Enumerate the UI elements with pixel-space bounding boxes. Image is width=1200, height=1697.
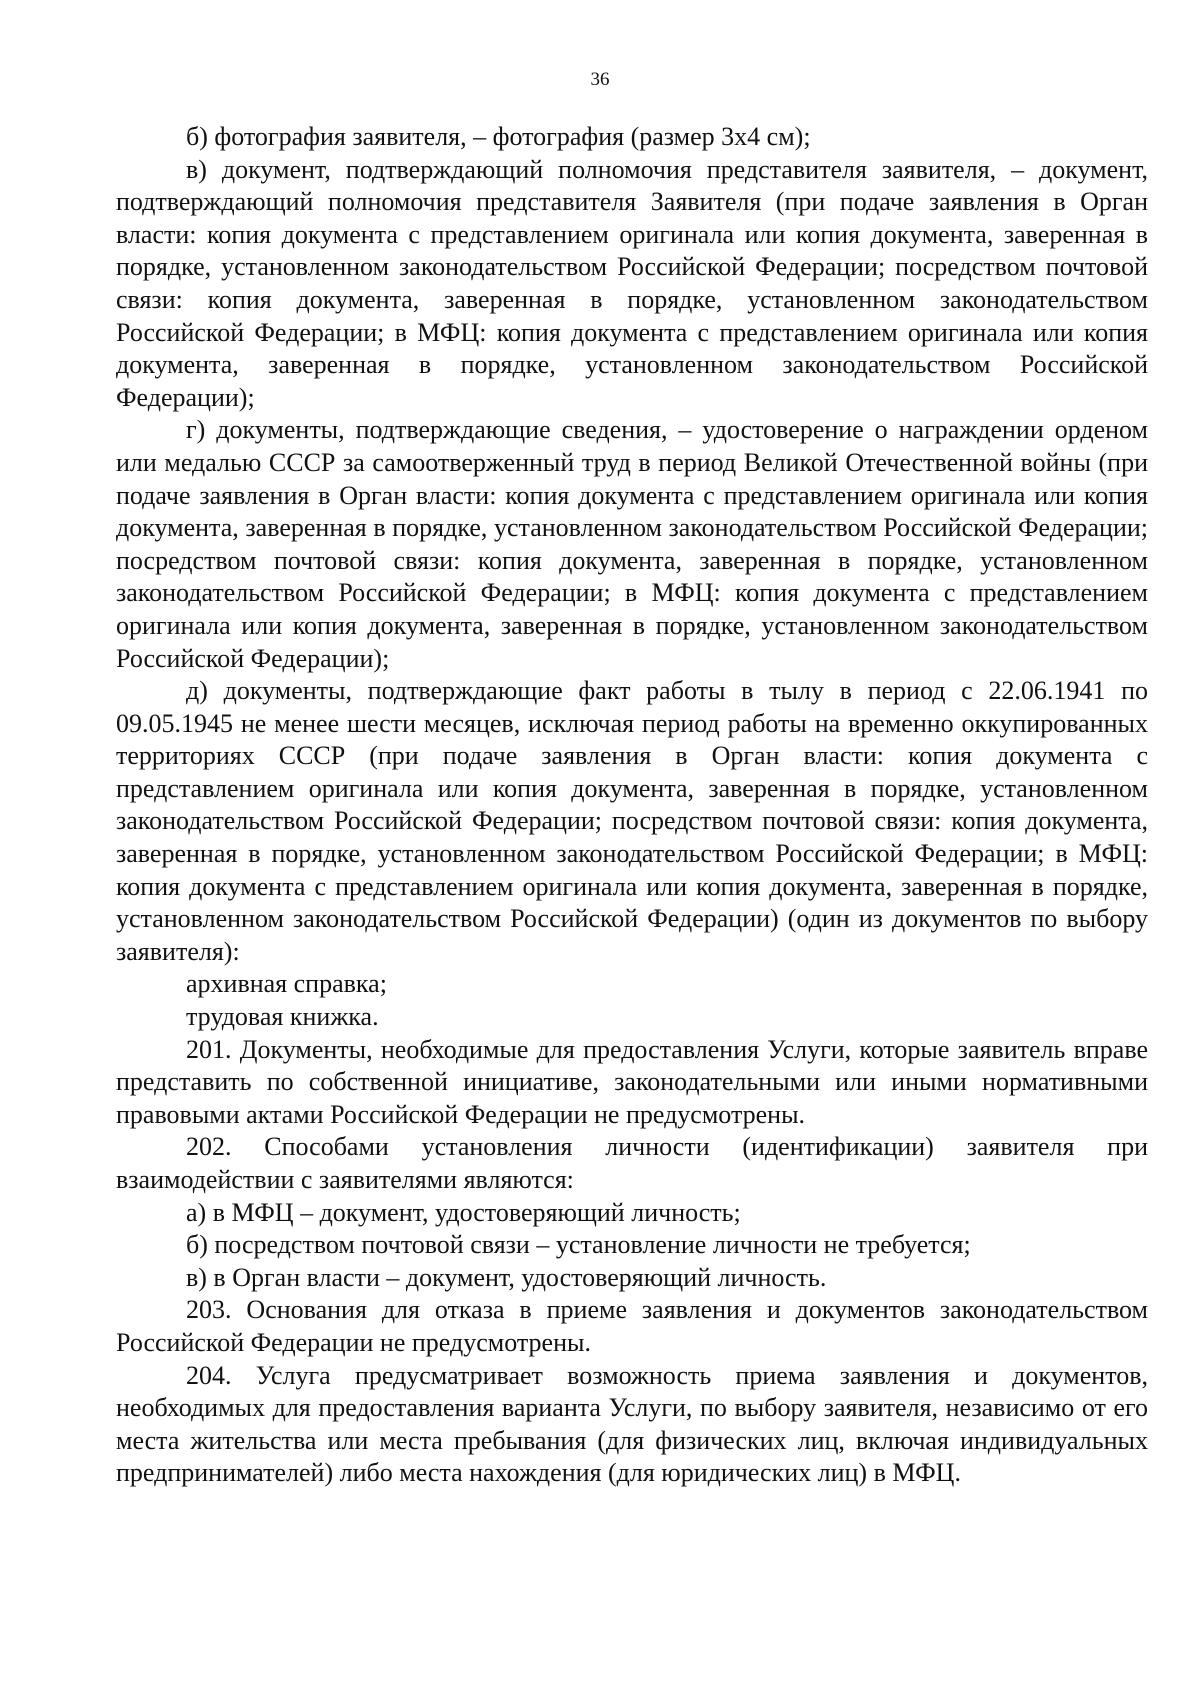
paragraph-201: 201. Документы, необходимые для предоставления Услуги, которые заявитель вправе представить по собственной инициативе, законодательными или иными нормативными правовыми актами Российской Федерации не предусмотрены. [116, 1034, 1148, 1129]
paragraph-202-a: а) в МФЦ – документ, удостоверяющий личность; [186, 1197, 741, 1227]
paragraph-representative-document: в) документ, подтверждающий полномочия представителя заявителя, – документ, подтверждающий полномочия представителя Заявителя (при подаче заявления в Орган власти: копия документа с представлением оригинала или копия документа, заверенная в порядке, установленном законодательством Российской Федерации; посредством почтовой связи: копия документа, заверенная в порядке, установленном законодательством Российской Федерации; в МФЦ: копия документа с представлением оригинала или копия документа, заверенная в порядке, установленном законодательством Российской Федерации); [116, 154, 1148, 412]
paragraph-employment-record: трудовая книжка. [186, 1002, 379, 1032]
paragraph-photo: б) фотография заявителя, – фотография (размер 3х4 см); [186, 122, 811, 151]
document-body [116, 121, 1148, 1490]
paragraph-204: 204. Услуга предусматривает возможность приема заявления и документов, необходимых для предоставления варианта Услуги, по выбору заявителя, независимо от его места жительства или места пребывания (для физических лиц, включая индивидуальных предпринимателей) либо места нахождения (для юридических лиц) в МФЦ. [116, 1360, 1148, 1488]
page-number: 36 [590, 69, 610, 90]
paragraph-archive-certificate: архивная справка; [186, 969, 387, 999]
paragraph-203: 203. Основания для отказа в приеме заявления и документов законодательством Российской Федерации не предусмотрены. [116, 1295, 1148, 1357]
paragraph-home-front-work-documents: д) документы, подтверждающие факт работы в тылу в период с 22.06.1941 по 09.05.1945 не менее шести месяцев, исключая период работы на временно оккупированных территориях СССР (при подаче заявления в Орган власти: копия документа с представлением оригинала или копия документа, заверенная в порядке, установленном законодательством Российской Федерации; посредством почтовой связи: копия документа, заверенная в порядке, установленном законодательством Российской Федерации; в МФЦ: копия документа с представлением оригинала или копия документа, заверенная в порядке, установленном законодательством Российской Федерации) (один из документов по выбору заявителя): [116, 676, 1148, 966]
paragraph-award-documents: г) документы, подтверждающие сведения, – удостоверение о награждении орденом или медалью СССР за самоотверженный труд в период Великой Отечественной войны (при подаче заявления в Орган власти: копия документа с представлением оригинала или копия документа, заверенная в порядке, установленном законодательством Российской Федерации; посредством почтовой связи: копия документа, заверенная в порядке, установленном законодательством Российской Федерации; в МФЦ: копия документа с представлением оригинала или копия документа, заверенная в порядке, установленном законодательством Российской Федерации); [116, 415, 1148, 673]
paragraph-202: 202. Способами установления личности (идентификации) заявителя при взаимодействии с заявителями являются: [116, 1132, 1148, 1194]
paragraph-202-c: в) в Орган власти – документ, удостоверяющий личность. [186, 1262, 827, 1292]
paragraph-202-b: б) посредством почтовой связи – установление личности не требуется; [186, 1230, 971, 1260]
